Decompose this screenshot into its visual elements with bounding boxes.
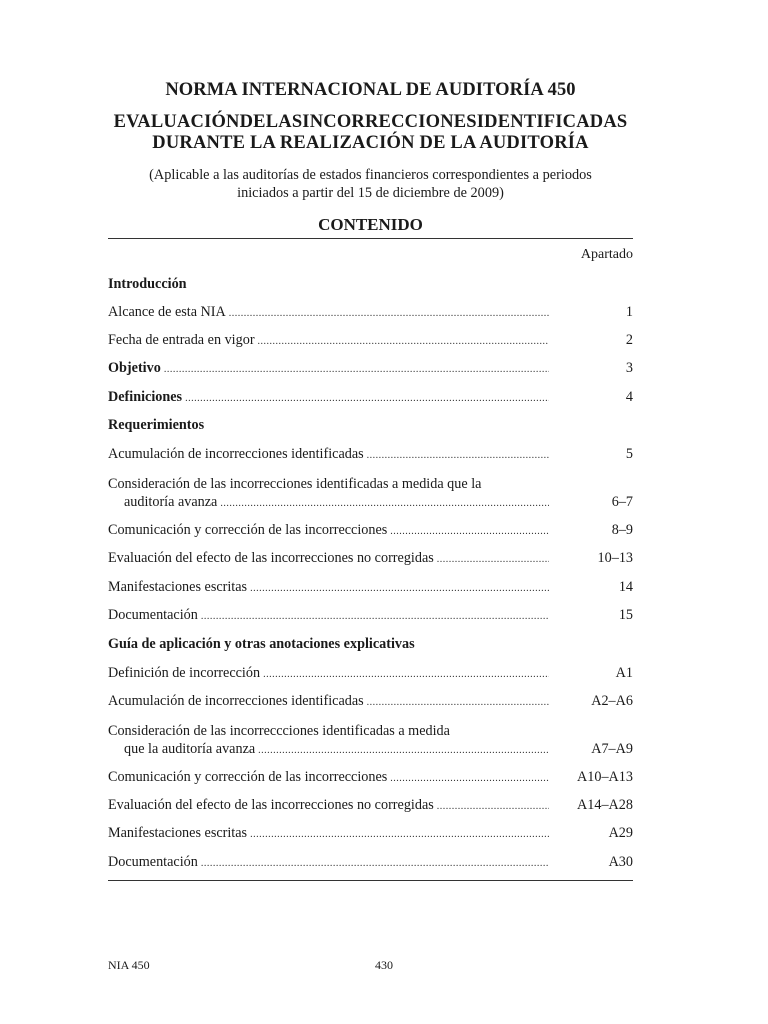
- document-page: [108, 0, 633, 1024]
- toc-entry-text: Objetivo: [108, 360, 161, 376]
- toc-entry[interactable]: [108, 721, 633, 759]
- section-heading-guia: Guía de aplicación y otras anotaciones explicativas: [108, 636, 415, 652]
- toc-entry-objetivo[interactable]: [108, 358, 633, 378]
- applicability-note: [108, 166, 633, 202]
- toc-entry-text-line1: Consideración de las incorreccciones identificadas a medida: [108, 723, 450, 739]
- toc-entry[interactable]: [108, 302, 633, 322]
- toc-entry[interactable]: [108, 605, 633, 625]
- toc-entry-definiciones[interactable]: [108, 387, 633, 407]
- toc-entry-text: Manifestaciones escritas .....: [108, 577, 549, 597]
- standard-subtitle-line1: EVALUACIÓNDELASINCORRECCIONESIDENTIFICADAS: [113, 112, 628, 132]
- toc-entry-text: Manifestaciones escritas .....: [108, 823, 549, 843]
- toc-entry-text: Comunicación y corrección de las incorrecciones .....: [108, 520, 549, 540]
- toc-entry[interactable]: [108, 330, 633, 350]
- toc-entry-ref: 1: [625, 304, 633, 320]
- toc-entry-text: Evaluación del efecto de las incorrecciones no corregidas .....: [108, 548, 549, 568]
- toc-entry-text: Acumulación de incorrecciones identificadas .....: [108, 691, 549, 711]
- toc-entry-text: Definición de incorrección .....: [108, 663, 549, 683]
- standard-subtitle-line2: DURANTE LA REALIZACIÓN DE LA AUDITORÍA: [152, 133, 589, 153]
- toc-entry[interactable]: [108, 520, 633, 540]
- toc-entry-ref: 15: [618, 607, 633, 623]
- toc-entry-text: que la auditoría avanza .....: [108, 739, 549, 759]
- toc-entry-ref: A30: [608, 854, 633, 870]
- toc-entry[interactable]: [108, 663, 633, 683]
- toc-entry[interactable]: [108, 823, 633, 843]
- column-label-apartado: Apartado: [580, 247, 633, 262]
- section-heading-requerimientos: Requerimientos: [108, 417, 205, 433]
- toc-entry-ref: 10–13: [597, 550, 633, 566]
- toc-entry-text: Fecha de entrada en vigor .....: [108, 330, 549, 350]
- toc-entry-ref: A14–A28: [577, 797, 633, 813]
- toc-entry-text: auditoría avanza .....: [108, 492, 549, 512]
- toc-entry-text: Documentación .....: [108, 852, 549, 872]
- top-rule: [108, 238, 633, 239]
- toc-entry-ref: A29: [608, 825, 633, 841]
- toc-entry-text: Comunicación y corrección de las incorrecciones .....: [108, 767, 549, 787]
- toc-entry[interactable]: [108, 852, 633, 872]
- toc-entry-ref: 14: [618, 579, 633, 595]
- footer-standard-label: NIA 450: [108, 958, 150, 972]
- toc-entry-text: Alcance de esta NIA .....: [108, 302, 549, 322]
- toc-entry-ref: A7–A9: [591, 741, 633, 757]
- footer-page-number: 430: [375, 958, 393, 972]
- toc-entry-ref: 4: [625, 389, 633, 405]
- toc-entry-ref: 2: [625, 332, 633, 348]
- toc-entry-text: Evaluación del efecto de las incorrecciones no corregidas .....: [108, 795, 549, 815]
- toc-entry-text: Definiciones: [108, 389, 183, 405]
- section-heading-introduccion: Introducción: [108, 276, 187, 292]
- standard-title: NORMA INTERNACIONAL DE AUDITORÍA 450: [165, 80, 576, 100]
- contents-heading: CONTENIDO: [318, 215, 423, 234]
- toc-entry-ref: 8–9: [611, 522, 633, 538]
- toc-entry[interactable]: [108, 577, 633, 597]
- toc-entry-ref: A2–A6: [591, 693, 633, 709]
- toc-entry-text-line1: Consideración de las incorrecciones identificadas a medida que la: [108, 476, 482, 492]
- toc-entry-ref: 5: [625, 446, 633, 462]
- toc-entry-text: Documentación .....: [108, 605, 549, 625]
- toc-entry[interactable]: [108, 548, 633, 568]
- toc-entry[interactable]: [108, 444, 633, 464]
- toc-entry-ref: A1: [615, 665, 633, 681]
- applicability-note-line1: (Aplicable a las auditorías de estados financieros correspondientes a periodos: [149, 167, 592, 183]
- toc-entry-ref: A10–A13: [577, 769, 633, 785]
- bottom-rule: [108, 880, 633, 881]
- applicability-note-line2: iniciados a partir del 15 de diciembre de 2009): [237, 185, 504, 201]
- toc-entry[interactable]: [108, 474, 633, 512]
- toc-entry[interactable]: [108, 691, 633, 711]
- toc-entry-ref: 6–7: [611, 494, 633, 510]
- toc-entry[interactable]: [108, 767, 633, 787]
- toc-entry-ref: 3: [625, 360, 633, 376]
- toc-entry[interactable]: [108, 795, 633, 815]
- toc-entry-text: Acumulación de incorrecciones identificadas .....: [108, 444, 549, 464]
